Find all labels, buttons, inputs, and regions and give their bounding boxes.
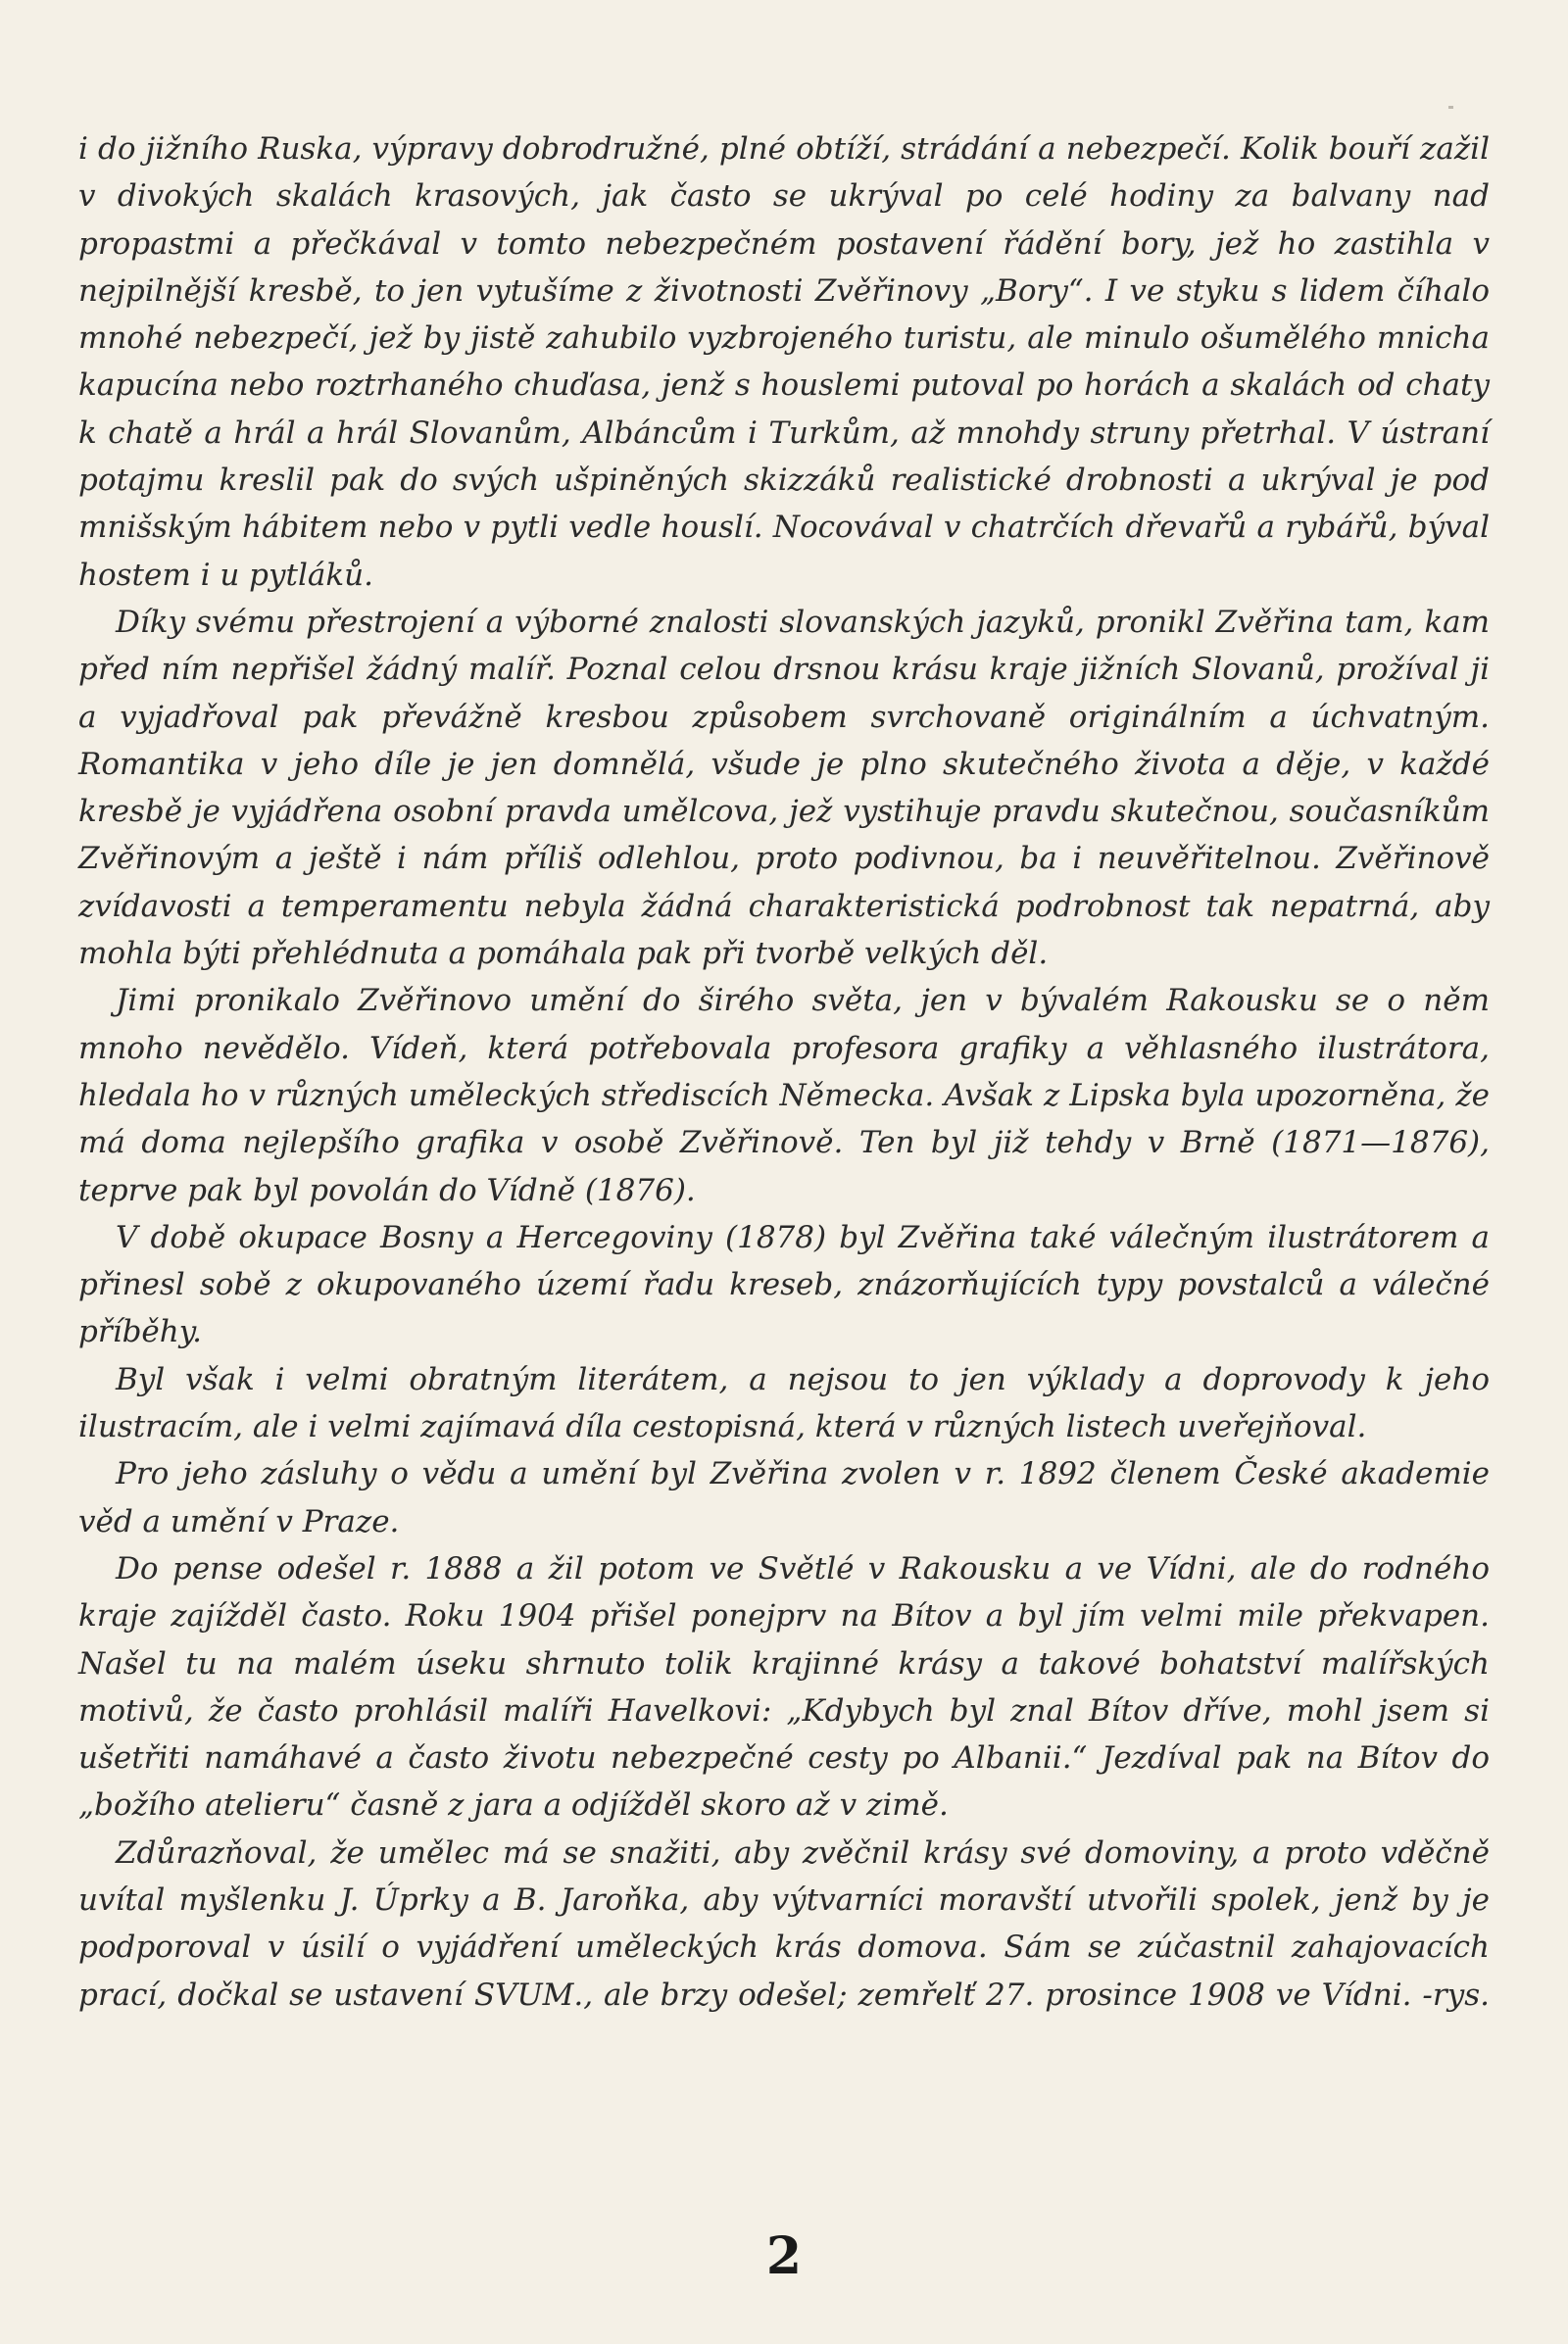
paragraph-2: Díky svému přestrojení a výborné znalosti slovanských jazyků, pronikl Zvěřina tam, kam před ním nepřišel žádný malíř. Poznal celou drsnou krásu kraje jižních Slovanů, prožíval ji a vyjadřoval pak převážně kresbou způsobem svrchovaně originálním a úchvatným. Romantika v jeho díle je jen domnělá, všude je plno skutečného života a děje, v každé kresbě je vyjádřena osobní pravda umělcova, jež vystihuje pravdu skutečnou, současníkům Zvěřinovým a ještě i nám příliš odlehlou, proto podivnou, ba i neuvěřitelnou. Zvěřinově zvídavosti a temperamentu nebyla žádná charakteristická podrobnost tak nepatrná, aby mohla býti přehlédnuta a pomáhala pak při tvorbě velkých děl.: [78, 604, 1490, 972]
paragraph-5: Byl však i velmi obratným literátem, a nejsou to jen výklady a doprovody k jeho ilustracím, ale i velmi zajímavá díla cestopisná, která v různých listech uveřejňoval.: [78, 1361, 1490, 1445]
paragraph-6: Pro jeho zásluhy o vědu a umění byl Zvěřina zvolen v r. 1892 členem České akademie věd a umění v Praze.: [78, 1456, 1490, 1539]
paragraph-3: Jimi pronikalo Zvěřinovo umění do širého světa, jen v bývalém Rakousku se o něm mnoho nevědělo. Vídeň, která potřebovala profesora grafiky a věhlasného ilustrátora, hledala ho v různých uměleckých střediscích Německa. Avšak z Lipska byla upozorněna, že má doma nejlepšího grafika v osobě Zvěřinově. Ten byl již tehdy v Brně (1871—1876), teprve pak byl povolán do Vídně (1876).: [78, 983, 1490, 1208]
article-body: [78, 125, 1490, 2019]
paragraph-8: Zdůrazňoval, že umělec má se snažiti, aby zvěčnil krásy své domoviny, a proto vděčně uvítal myšlenku J. Úprky a B. Jaroňka, aby výtvarníci moravští utvořili spolek, jenž by je podporoval v úsilí o vyjádření uměleckých krás domova. Sám se zúčastnil zahajovacích prací, dočkal se ustavení SVUM., ale brzy odešel; zemřelť 27. prosince 1908 ve Vídni. -rys.: [78, 1834, 1490, 2013]
paragraph-4: V době okupace Bosny a Hercegoviny (1878) byl Zvěřina také válečným ilustrátorem a přinesl sobě z okupovaného území řadu kreseb, znázorňujících typy povstalců a válečné příběhy.: [78, 1219, 1490, 1350]
paragraph-1: i do jižního Ruska, výpravy dobrodružné, plné obtíží, strádání a nebezpečí. Kolik bouří zažil v divokých skalách krasových, jak často se ukrýval po celé hodiny za balvany nad propastmi a přečkával v tomto nebezpečném postavení řádění bory, jež ho zastihla v nejpilnější kresbě, to jen vytušíme z životnosti Zvěřinovy „Bory“. I ve styku s lidem číhalo mnohé nebezpečí, jež by jistě zahubilo vyzbrojeného turistu, ale minulo ošumělého mnicha kapucína nebo roztrhaného chuďasa, jenž s houslemi putoval po horách a skalách od chaty k chatě a hrál a hrál Slovanům, Albáncům i Turkům, až mnohdy struny přetrhal. V ústraní potajmu kreslil pak do svých ušpiněných skizzáků realistické drobnosti a ukrýval je pod mnišským hábitem nebo v pytli vedle houslí. Nocovával v chatrčích dřevařů a rybářů, býval hostem i u pytláků.: [78, 131, 1490, 593]
paper-speck: [1448, 106, 1453, 109]
paragraph-7: Do pense odešel r. 1888 a žil potom ve Světlé v Rakousku a ve Vídni, ale do rodného kraje zajížděl často. Roku 1904 přišel ponejprv na Bítov a byl jím velmi mile překvapen. Našel tu na malém úseku shrnuto tolik krajinné krásy a takové bohatství malířských motivů, že často prohlásil malíři Havelkovi: „Kdybych byl znal Bítov dříve, mohl jsem si ušetřiti namáhavé a často životu nebezpečné cesty po Albanii.“ Jezdíval pak na Bítov do „božího atelieru“ časně z jara a odjížděl skoro až v zimě.: [78, 1550, 1490, 1824]
page-number: 2: [765, 2226, 803, 2286]
